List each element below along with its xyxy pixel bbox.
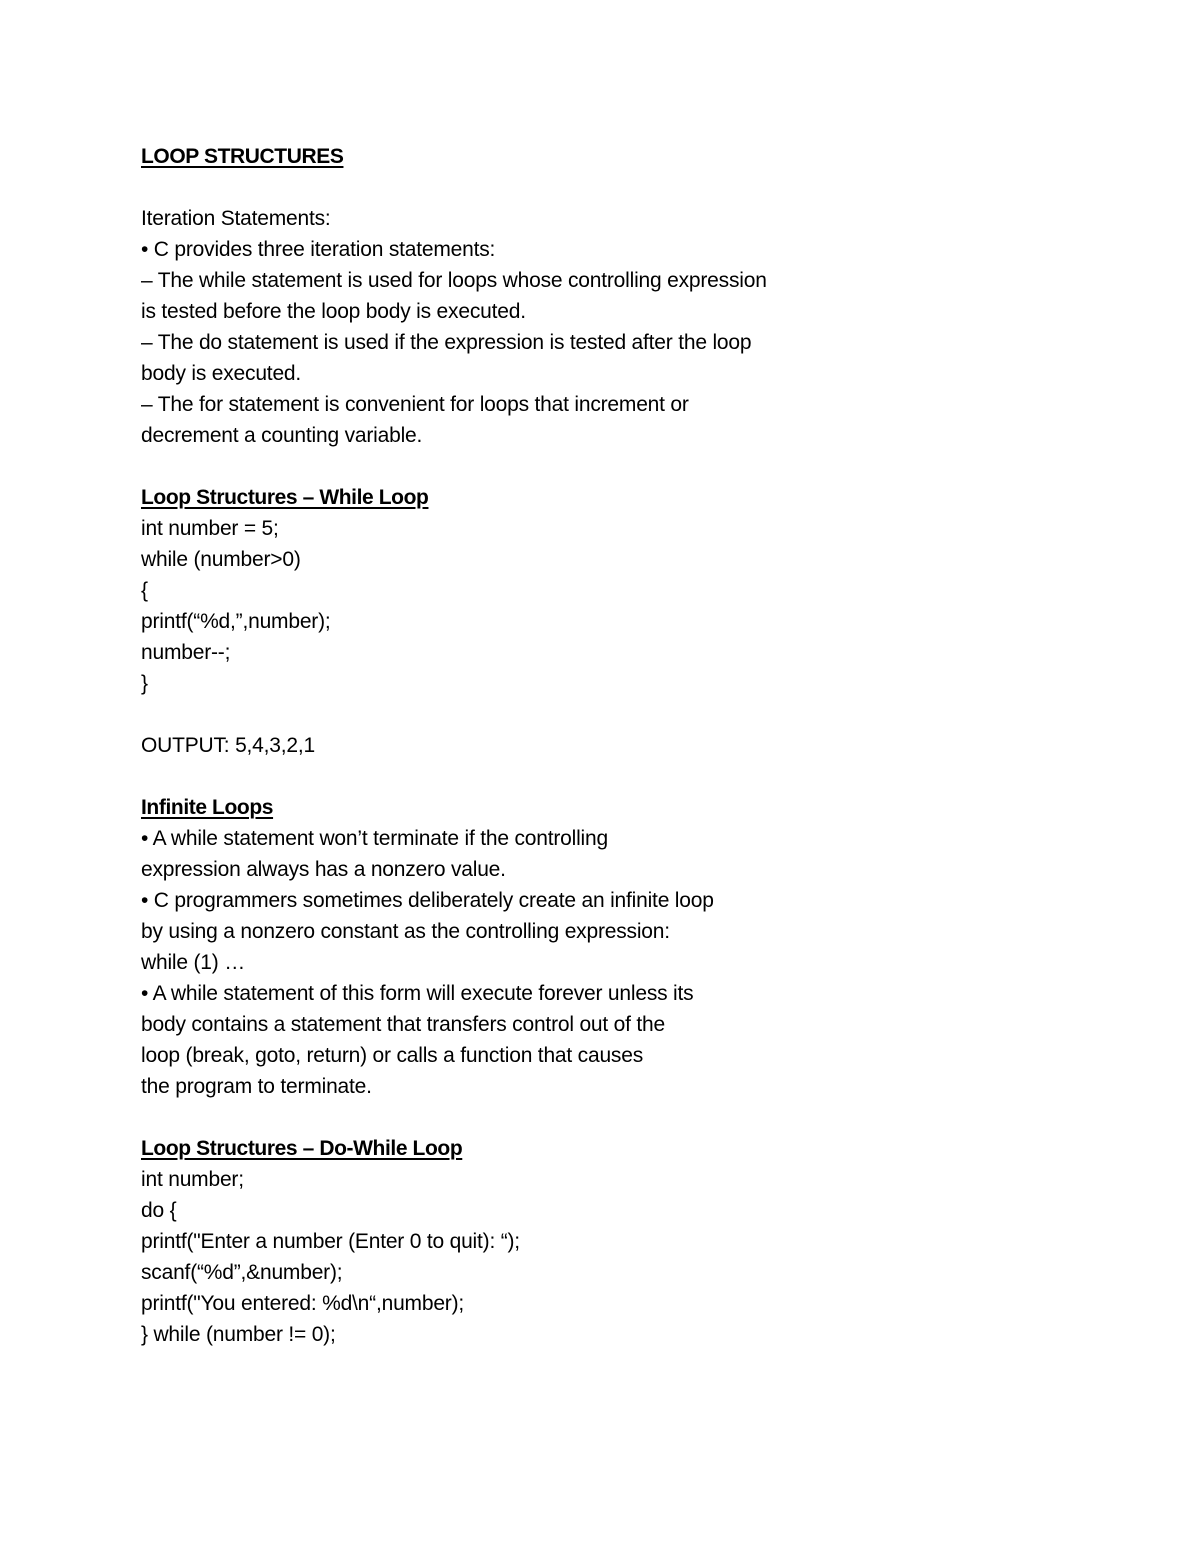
intro-line: – The while statement is used for loops whose controlling expression [141,269,767,292]
body-line: by using a nonzero constant as the controlling expression: [141,920,670,943]
intro-line: – The for statement is convenient for loops that increment or [141,393,689,416]
intro-line: Iteration Statements: [141,207,331,230]
code-line: printf(“%d,”,number); [141,610,331,633]
spacer [141,761,1041,792]
body-line: body contains a statement that transfers control out of the [141,1013,666,1036]
code-line: scanf(“%d”,&number); [141,1261,343,1284]
intro-line: • C provides three iteration statements: [141,238,496,261]
code-line: { [141,579,148,602]
code-line: int number = 5; [141,517,279,540]
intro-line: – The do statement is used if the expression is tested after the loop [141,331,752,354]
spacer [141,451,1041,482]
document-title: LOOP STRUCTURES [141,145,344,168]
while-loop-section [141,482,1041,761]
section-heading: Infinite Loops [141,796,274,819]
code-line: do { [141,1199,177,1222]
code-line: } [141,672,148,695]
section-heading: Loop Structures – While Loop [141,486,429,509]
code-line: printf("Enter a number (Enter 0 to quit): “); [141,1230,520,1253]
code-line: } while (number != 0); [141,1323,336,1346]
code-line: while (number>0) [141,548,301,571]
output-line: OUTPUT: 5,4,3,2,1 [141,734,316,757]
body-line: while (1) … [141,951,245,974]
code-line: number--; [141,641,231,664]
document-body [141,141,1041,1350]
spacer [141,172,1041,203]
body-line: expression always has a nonzero value. [141,858,506,881]
infinite-loops-section [141,792,1041,1102]
body-line: • A while statement won’t terminate if the controlling [141,827,608,850]
code-line: printf("You entered: %d\n“,number); [141,1292,465,1315]
code-line: int number; [141,1168,244,1191]
body-line: • C programmers sometimes deliberately create an infinite loop [141,889,714,912]
spacer [141,1102,1041,1133]
body-line: • A while statement of this form will execute forever unless its [141,982,694,1005]
body-line: the program to terminate. [141,1075,372,1098]
spacer [141,699,1041,730]
do-while-loop-section [141,1133,1041,1350]
intro-section [141,203,1041,451]
intro-line: is tested before the loop body is executed. [141,300,526,323]
section-heading: Loop Structures – Do-While Loop [141,1137,463,1160]
intro-line: body is executed. [141,362,302,385]
intro-line: decrement a counting variable. [141,424,423,447]
body-line: loop (break, goto, return) or calls a function that causes [141,1044,644,1067]
